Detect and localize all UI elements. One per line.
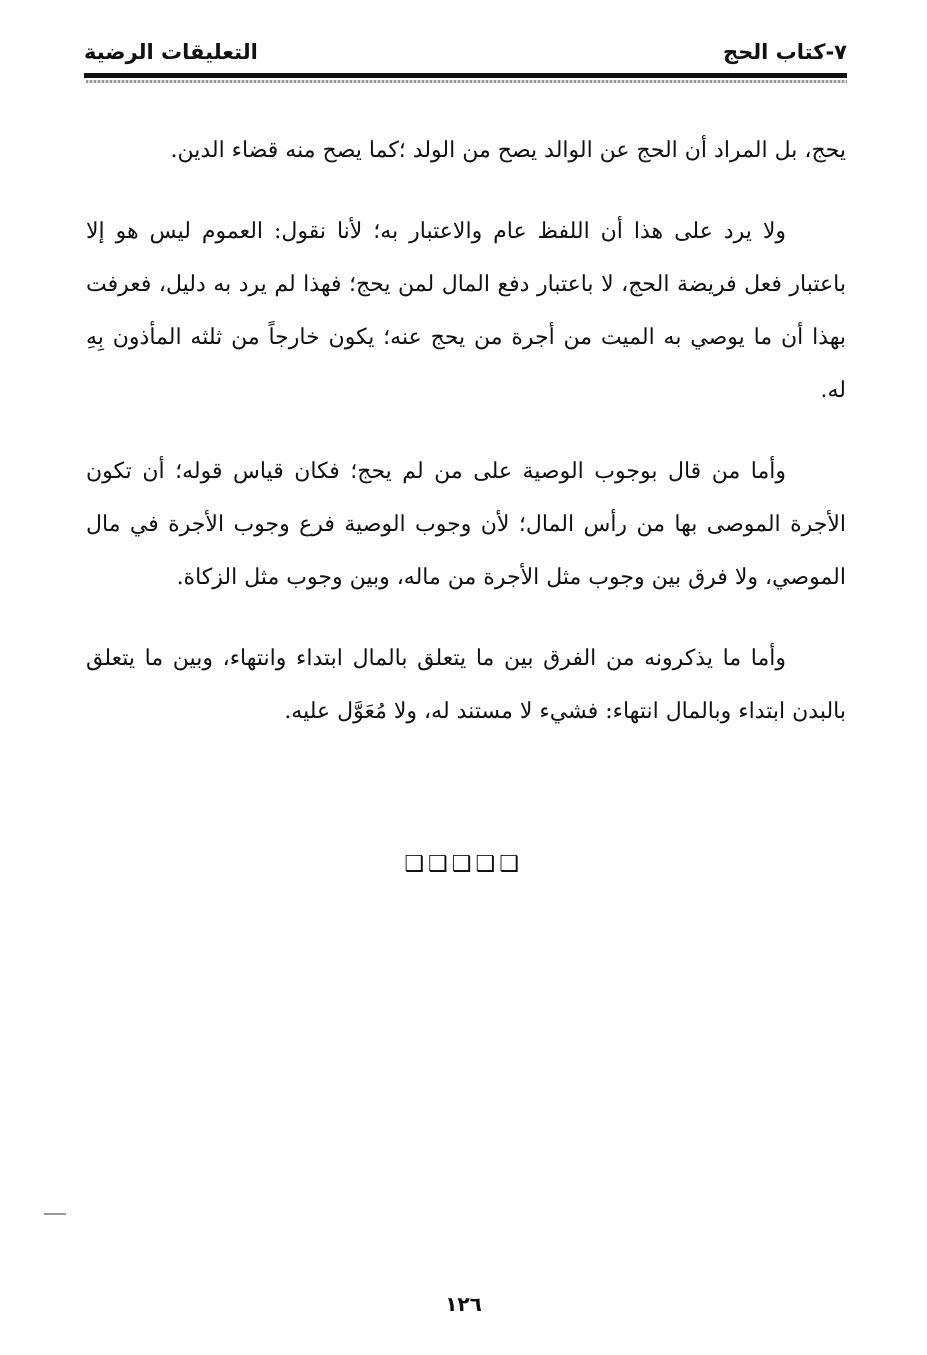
section-divider: ❑❑❑❑❑ xyxy=(404,852,523,877)
page-body xyxy=(86,124,846,766)
header-rule xyxy=(84,73,847,78)
header-chapter-title: ٧-كتاب الحج xyxy=(723,40,847,64)
paragraph: ولا يرد على هذا أن اللفظ عام والاعتبار به؛ لأنا نقول: العموم ليس هو إلا باعتبار فعل فريضة الحج، لا باعتبار دفع المال لمن يحج؛ فهذا لم يرد به دليل، فعرفت بهذا أن ما يوصي به الميت من أجرة من يحج عنه؛ يكون خارجاً من ثلثه المأذون بِهِ له. xyxy=(86,219,846,403)
scan-speck xyxy=(44,1213,66,1215)
paragraph: وأما من قال بوجوب الوصية على من لم يحج؛ فكان قياس قوله؛ أن تكون الأجرة الموصى بها من رأس المال؛ لأن وجوب الوصية فرع وجوب الأجرة في مال الموصي، ولا فرق بين وجوب مثل الأجرة من ماله، وبين وجوب مثل الزكاة. xyxy=(86,459,846,590)
header-rule-shadow xyxy=(86,80,847,83)
paragraph: وأما ما يذكرونه من الفرق بين ما يتعلق بالمال ابتداء وانتهاء، وبين ما يتعلق بالبدن ابتداء وبالمال انتهاء: فشيء لا مستند له، ولا مُعَوَّل عليه. xyxy=(86,646,846,724)
running-header xyxy=(84,40,847,72)
header-book-title: التعليقات الرضية xyxy=(84,40,258,64)
paragraph: يحج، بل المراد أن الحج عن الوالد يصح من الولد ؛كما يصح منه قضاء الدين. xyxy=(170,138,846,163)
page-number: ١٢٦ xyxy=(445,1292,482,1316)
